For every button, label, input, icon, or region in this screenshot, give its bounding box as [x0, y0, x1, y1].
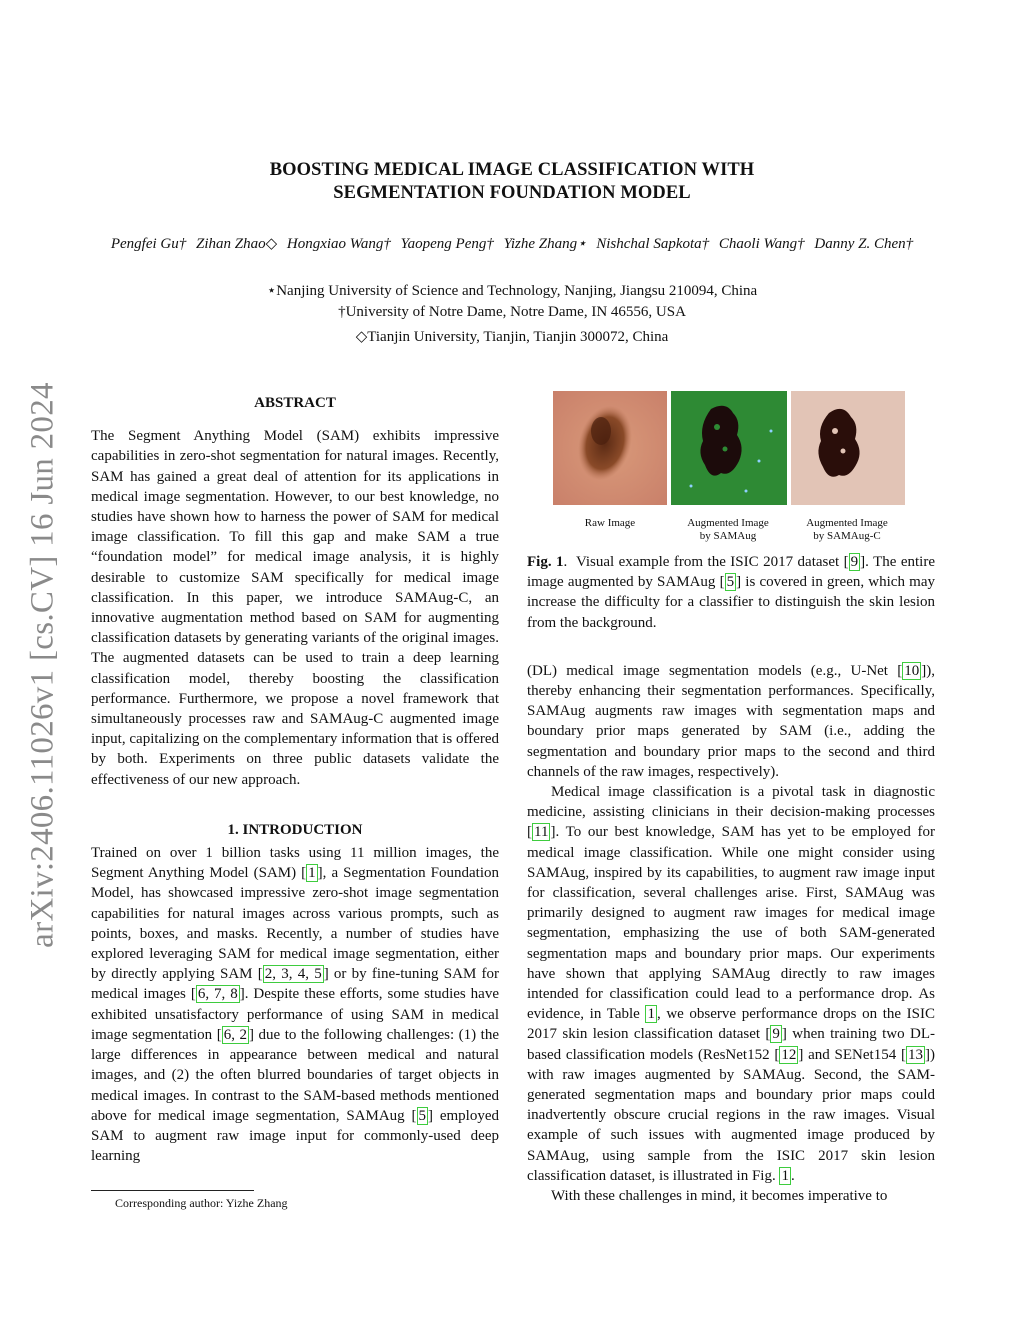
left-column — [91, 393, 499, 1166]
subcaption: Augmented Image by SAMAug-C — [806, 517, 888, 542]
footnote: Corresponding author: Yizhe Zhang — [115, 1196, 288, 1210]
figure-link[interactable]: 1 — [781, 1167, 789, 1184]
author: Chaoli Wang† — [718, 236, 805, 252]
subcaption: Raw Image — [584, 517, 636, 529]
citation-link[interactable]: 1 — [308, 865, 316, 882]
body-paragraph: With these challenges in mind, it becomes imperative to — [551, 1188, 888, 1205]
author: Yaopeng Peng† — [400, 236, 494, 252]
subcaption: Augmented Image by SAMAug — [687, 517, 769, 542]
affiliation: ⋆Nanjing University of Science and Technology, Nanjing, Jiangsu 210094, China — [266, 283, 758, 299]
citation-link[interactable]: 9 — [772, 1026, 780, 1043]
samaug-image — [671, 391, 787, 505]
affiliation: †University of Notre Dame, Notre Dame, IN 46556, USA — [338, 304, 686, 320]
citation-link[interactable]: 6, 7, 8 — [197, 986, 238, 1003]
right-column — [527, 552, 935, 1206]
figure-caption: Fig. 1. Visual example from the ISIC 2017 dataset [ 9 ]. The entire image augmented by SAMAug [ 5 ] is covered in green, which may increase the difficulty for a classifier to distinguish the skin lesion from the background. — [527, 554, 935, 631]
footnote-rule — [91, 1190, 254, 1191]
affiliation: ◇Tianjin University, Tianjin, Tianjin 300072, China — [355, 329, 669, 345]
citation-link[interactable]: 12 — [781, 1046, 797, 1063]
intro-heading: 1. INTRODUCTION — [227, 821, 363, 838]
citation-link[interactable]: 10 — [904, 662, 920, 679]
author: Zihan Zhao◇ — [196, 236, 278, 252]
author: Pengfei Gu† — [110, 236, 187, 252]
author: Hongxiao Wang† — [286, 236, 391, 252]
arxiv-sidebar — [13, 360, 73, 970]
citation-link[interactable]: 11 — [534, 824, 549, 841]
raw-image — [553, 391, 667, 505]
author: Nishchal Sapkota† — [596, 236, 710, 252]
body-paragraph: (DL) medical image segmentation models (e.g., U-Net [ 10 ]), thereby enhancing their segmentation performances. Specifically, SAMAug augments raw images with segmentation maps and boundary prior maps generated by SAM (i.e., adding the segmentation and boundary prior maps to the second and third channels of the raw images, respectively). — [527, 662, 935, 780]
author: Yizhe Zhang⋆ — [503, 236, 587, 252]
arxiv-id: arXiv:2406.11026v1 [cs.CV] 16 Jun 2024 — [24, 382, 61, 948]
body-paragraph: Medical image classification is a pivotal task in diagnostic medicine, assisting clinicians in their decision-making processes [ 11 ]. To our best knowledge, SAM has yet to be employed for medical image classification. While one might consider using SAMAug, inspired by its capabilities, to augment raw image input for classification, several challenges arise. First, SAMAug was primarily designed to augment raw images for medical image segmentation, emphasizing the use of both SAM-generated segmentation maps and boundary prior maps. Our experiments have shown that applying SAMAug directly to raw images intended for classification could lead to a performance drop. As evidence, in Table 1 , we observe performance drops on the ISIC 2017 skin lesion classification dataset [ 9 ] when training two DL-based classification models (ResNet152 [ 12 ] and SENet154 [ 13 ]) with raw images augmented by SAMAug. Second, the SAM-generated segmentation maps and boundary prior maps could inadvertently obscure crucial regions in the raw images. Visual example of such issues with augmented image produced by SAMAug, using sample from the ISIC 2017 skin lesion classification dataset, is illustrated in Fig. 1 . — [527, 784, 936, 1184]
paper-title: BOOSTING MEDICAL IMAGE CLASSIFICATION WITH SEGMENTATION FOUNDATION MODEL — [269, 160, 755, 203]
citation-link[interactable]: 2, 3, 4, 5 — [264, 966, 322, 983]
samaug-c-image — [791, 391, 905, 505]
abstract-text: The Segment Anything Model (SAM) exhibits impressive capabilities in zero-shot segmentation for natural images. Recently, SAM has gained a great deal of attention for its applications in medical image segmentation. However, to our best knowledge, no studies have shown how to harness the power of SAM for medical image classification. To fill this gap and make SAM a true “foundation model” for medical image analysis, it is highly desirable to customize SAM specifically for medical image classification. In this paper, we introduce SAMAug-C, an innovative augmentation method based on SAM for augmenting classification datasets by generating variants of the original images. The augmented datasets can be used to train a deep learning classification model, thereby boosting the classification performance. Furthermore, we propose a novel framework that simultaneously processes raw and SAMAug-C augmented image input, capitalizing on the complementary information that is offered by both. Experiments on three public datasets validate the effectiveness of our new approach. — [91, 428, 499, 788]
citation-link[interactable]: 6, 2 — [223, 1026, 247, 1043]
table-link[interactable]: 1 — [647, 1006, 655, 1023]
intro-paragraph: Trained on over 1 billion tasks using 11 million images, the Segment Anything Model (SAM) [ 1 ], a Segmentation Foundation Model, has showcased impressive zero-shot image segmentation capabilities for natural images across various prompts, such as points, boxes, and masks. Recently, a number of studies have explored leveraging SAM for medical image segmentation, either by directly applying SAM [ 2, 3, 4, 5 ] or by fine-tuning SAM for medical images [ 6, 7, 8 ]. Despite these efforts, some studies have exhibited unsatisfactory performance of using SAM in medical image segmentation [ 6, 2 ] due to the following challenges: (1) the large differences in appearance between medical and natural images, and (2) the often blurred boundaries of target objects in medical images. In contrast to the SAM-based methods mentioned above for medical image segmentation, SAMAug [ 5 ] employed SAM to augment raw image input for commonly-used deep learning — [91, 845, 500, 1165]
author-list — [40, 234, 984, 253]
citation-link[interactable]: 5 — [726, 574, 735, 591]
abstract-heading: ABSTRACT — [254, 395, 336, 411]
citation-link[interactable]: 9 — [850, 554, 859, 570]
citation-link[interactable]: 5 — [418, 1107, 426, 1124]
author: Danny Z. Chen† — [814, 236, 914, 252]
citation-link[interactable]: 13 — [908, 1046, 923, 1063]
